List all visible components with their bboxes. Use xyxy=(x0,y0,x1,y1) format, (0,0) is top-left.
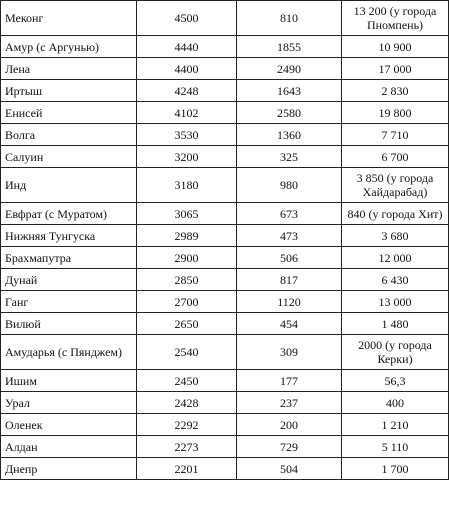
table-row xyxy=(1,458,449,480)
river-flow-cell: 2000 (у города Керки) xyxy=(342,335,449,370)
table-row xyxy=(1,414,449,436)
river-area-cell: 817 xyxy=(237,269,342,291)
river-name-cell: Дунай xyxy=(1,269,137,291)
table-row xyxy=(1,80,449,102)
river-flow-cell: 1 700 xyxy=(342,458,449,480)
river-name-cell: Алдан xyxy=(1,436,137,458)
river-flow-cell: 400 xyxy=(342,392,449,414)
table-row xyxy=(1,269,449,291)
river-flow-cell: 2 830 xyxy=(342,80,449,102)
river-name-cell: Нижняя Тунгуска xyxy=(1,225,137,247)
river-length-cell: 3065 xyxy=(137,203,237,225)
river-length-cell: 3180 xyxy=(137,168,237,203)
river-name-cell: Ганг xyxy=(1,291,137,313)
table-row xyxy=(1,392,449,414)
river-area-cell: 1360 xyxy=(237,124,342,146)
river-name-cell: Лена xyxy=(1,58,137,80)
river-length-cell: 4102 xyxy=(137,102,237,124)
river-name-cell: Меконг xyxy=(1,1,137,36)
table-row xyxy=(1,335,449,370)
river-flow-cell: 10 900 xyxy=(342,36,449,58)
table-row xyxy=(1,247,449,269)
river-name-cell: Урал xyxy=(1,392,137,414)
river-area-cell: 473 xyxy=(237,225,342,247)
table-row xyxy=(1,168,449,203)
river-area-cell: 506 xyxy=(237,247,342,269)
river-length-cell: 3530 xyxy=(137,124,237,146)
table-row xyxy=(1,436,449,458)
river-area-cell: 980 xyxy=(237,168,342,203)
river-flow-cell: 6 430 xyxy=(342,269,449,291)
river-flow-cell: 6 700 xyxy=(342,146,449,168)
river-length-cell: 4440 xyxy=(137,36,237,58)
river-area-cell: 2580 xyxy=(237,102,342,124)
river-length-cell: 2273 xyxy=(137,436,237,458)
river-name-cell: Амударья (с Пянджем) xyxy=(1,335,137,370)
river-length-cell: 2428 xyxy=(137,392,237,414)
river-length-cell: 4248 xyxy=(137,80,237,102)
river-flow-cell: 13 200 (у города Пномпень) xyxy=(342,1,449,36)
river-flow-cell: 3 680 xyxy=(342,225,449,247)
river-flow-cell: 1 480 xyxy=(342,313,449,335)
river-length-cell: 2700 xyxy=(137,291,237,313)
river-area-cell: 1855 xyxy=(237,36,342,58)
river-length-cell: 3200 xyxy=(137,146,237,168)
river-name-cell: Оленек xyxy=(1,414,137,436)
river-length-cell: 2900 xyxy=(137,247,237,269)
river-name-cell: Евфрат (с Муратом) xyxy=(1,203,137,225)
river-area-cell: 325 xyxy=(237,146,342,168)
river-area-cell: 673 xyxy=(237,203,342,225)
river-flow-cell: 19 800 xyxy=(342,102,449,124)
river-length-cell: 4400 xyxy=(137,58,237,80)
table-row xyxy=(1,102,449,124)
river-area-cell: 237 xyxy=(237,392,342,414)
river-flow-cell: 12 000 xyxy=(342,247,449,269)
river-name-cell: Амур (с Аргунью) xyxy=(1,36,137,58)
river-length-cell: 2540 xyxy=(137,335,237,370)
table-row xyxy=(1,225,449,247)
river-area-cell: 810 xyxy=(237,1,342,36)
table-row xyxy=(1,36,449,58)
river-name-cell: Вилюй xyxy=(1,313,137,335)
river-area-cell: 309 xyxy=(237,335,342,370)
river-area-cell: 454 xyxy=(237,313,342,335)
table-row xyxy=(1,291,449,313)
river-name-cell: Ишим xyxy=(1,370,137,392)
river-area-cell: 2490 xyxy=(237,58,342,80)
river-name-cell: Брахмапутра xyxy=(1,247,137,269)
river-area-cell: 1120 xyxy=(237,291,342,313)
river-flow-cell: 840 (у города Хит) xyxy=(342,203,449,225)
river-flow-cell: 3 850 (у города Хайдарабад) xyxy=(342,168,449,203)
table-row xyxy=(1,146,449,168)
river-flow-cell: 1 210 xyxy=(342,414,449,436)
table-row xyxy=(1,370,449,392)
table-row xyxy=(1,58,449,80)
river-flow-cell: 56,3 xyxy=(342,370,449,392)
river-area-cell: 1643 xyxy=(237,80,342,102)
river-name-cell: Салуин xyxy=(1,146,137,168)
river-flow-cell: 13 000 xyxy=(342,291,449,313)
table-row xyxy=(1,124,449,146)
rivers-table-body xyxy=(1,1,449,480)
river-length-cell: 2450 xyxy=(137,370,237,392)
river-flow-cell: 7 710 xyxy=(342,124,449,146)
river-area-cell: 200 xyxy=(237,414,342,436)
river-length-cell: 4500 xyxy=(137,1,237,36)
river-area-cell: 729 xyxy=(237,436,342,458)
river-name-cell: Волга xyxy=(1,124,137,146)
river-flow-cell: 5 110 xyxy=(342,436,449,458)
river-length-cell: 2989 xyxy=(137,225,237,247)
river-flow-cell: 17 000 xyxy=(342,58,449,80)
river-length-cell: 2650 xyxy=(137,313,237,335)
table-row xyxy=(1,1,449,36)
river-length-cell: 2201 xyxy=(137,458,237,480)
river-name-cell: Инд xyxy=(1,168,137,203)
river-name-cell: Днепр xyxy=(1,458,137,480)
river-area-cell: 504 xyxy=(237,458,342,480)
river-length-cell: 2850 xyxy=(137,269,237,291)
table-row xyxy=(1,203,449,225)
table-row xyxy=(1,313,449,335)
river-name-cell: Иртыш xyxy=(1,80,137,102)
river-length-cell: 2292 xyxy=(137,414,237,436)
river-area-cell: 177 xyxy=(237,370,342,392)
river-name-cell: Енисей xyxy=(1,102,137,124)
